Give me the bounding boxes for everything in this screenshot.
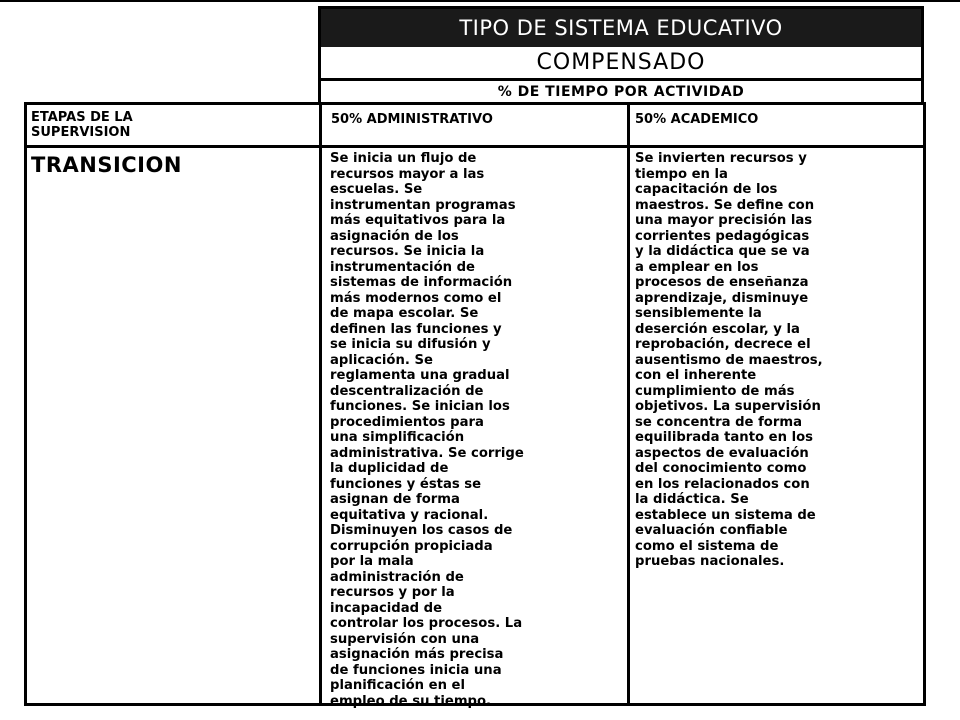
admin-description: Se inicia un flujo de recursos mayor a las escuelas. Se instrumentan programas más equitativos para la asignación de los recursos. Se inicia la instrumentación de sistemas de información más modernos como el de mapa escolar. Se definen las funciones y se inicia su difusión y aplicación. Se reglamenta una gradual descentralización de funciones. Se inician los procedimientos para una simplificación administrativa. Se corrige la duplicidad de funciones y éstas se asignan de forma equitativa y racional. Disminuyen los casos de corrupción propiciada por la mala administración de recursos y por la incapacidad de controlar los procesos. La supervisión con una asignación más precisa de funciones inicia una planificación en el empleo de su tiempo. [330, 151, 524, 709]
column-divider-admin [627, 105, 630, 703]
header-row-divider [27, 145, 923, 148]
top-rule [0, 0, 960, 2]
time-percentage-label: % DE TIEMPO POR ACTIVIDAD [497, 83, 745, 100]
header-block [318, 6, 924, 102]
stage-name: TRANSICION [31, 153, 182, 177]
system-type-title: TIPO DE SISTEMA EDUCATIVO [321, 9, 921, 47]
academic-description: Se invierten recursos y tiempo en la capacitación de los maestros. Se define con una mayor precisión las corrientes pedagógicas y la didáctica que se va a emplear en los procesos de enseñanza aprendizaje, disminuye sensiblemente la deserción escolar, y la reprobación, decrece el ausentismo de maestros, con el inherente cumplimiento de más objetivos. La supervisión se concentra de forma equilibrada tanto en los aspectos de evaluación del conocimiento como en los relacionados con la didáctica. Se establece un sistema de evaluación confiable como el sistema de pruebas nacionales. [635, 151, 823, 569]
system-name-title: COMPENSADO [321, 47, 921, 81]
supervision-table [24, 102, 926, 709]
column-header-admin: 50% ADMINISTRATIVO [331, 112, 493, 127]
column-divider-stage [319, 105, 322, 703]
column-header-stage: ETAPAS DE LA SUPERVISION [31, 110, 133, 140]
column-header-academic: 50% ACADEMICO [635, 112, 759, 127]
